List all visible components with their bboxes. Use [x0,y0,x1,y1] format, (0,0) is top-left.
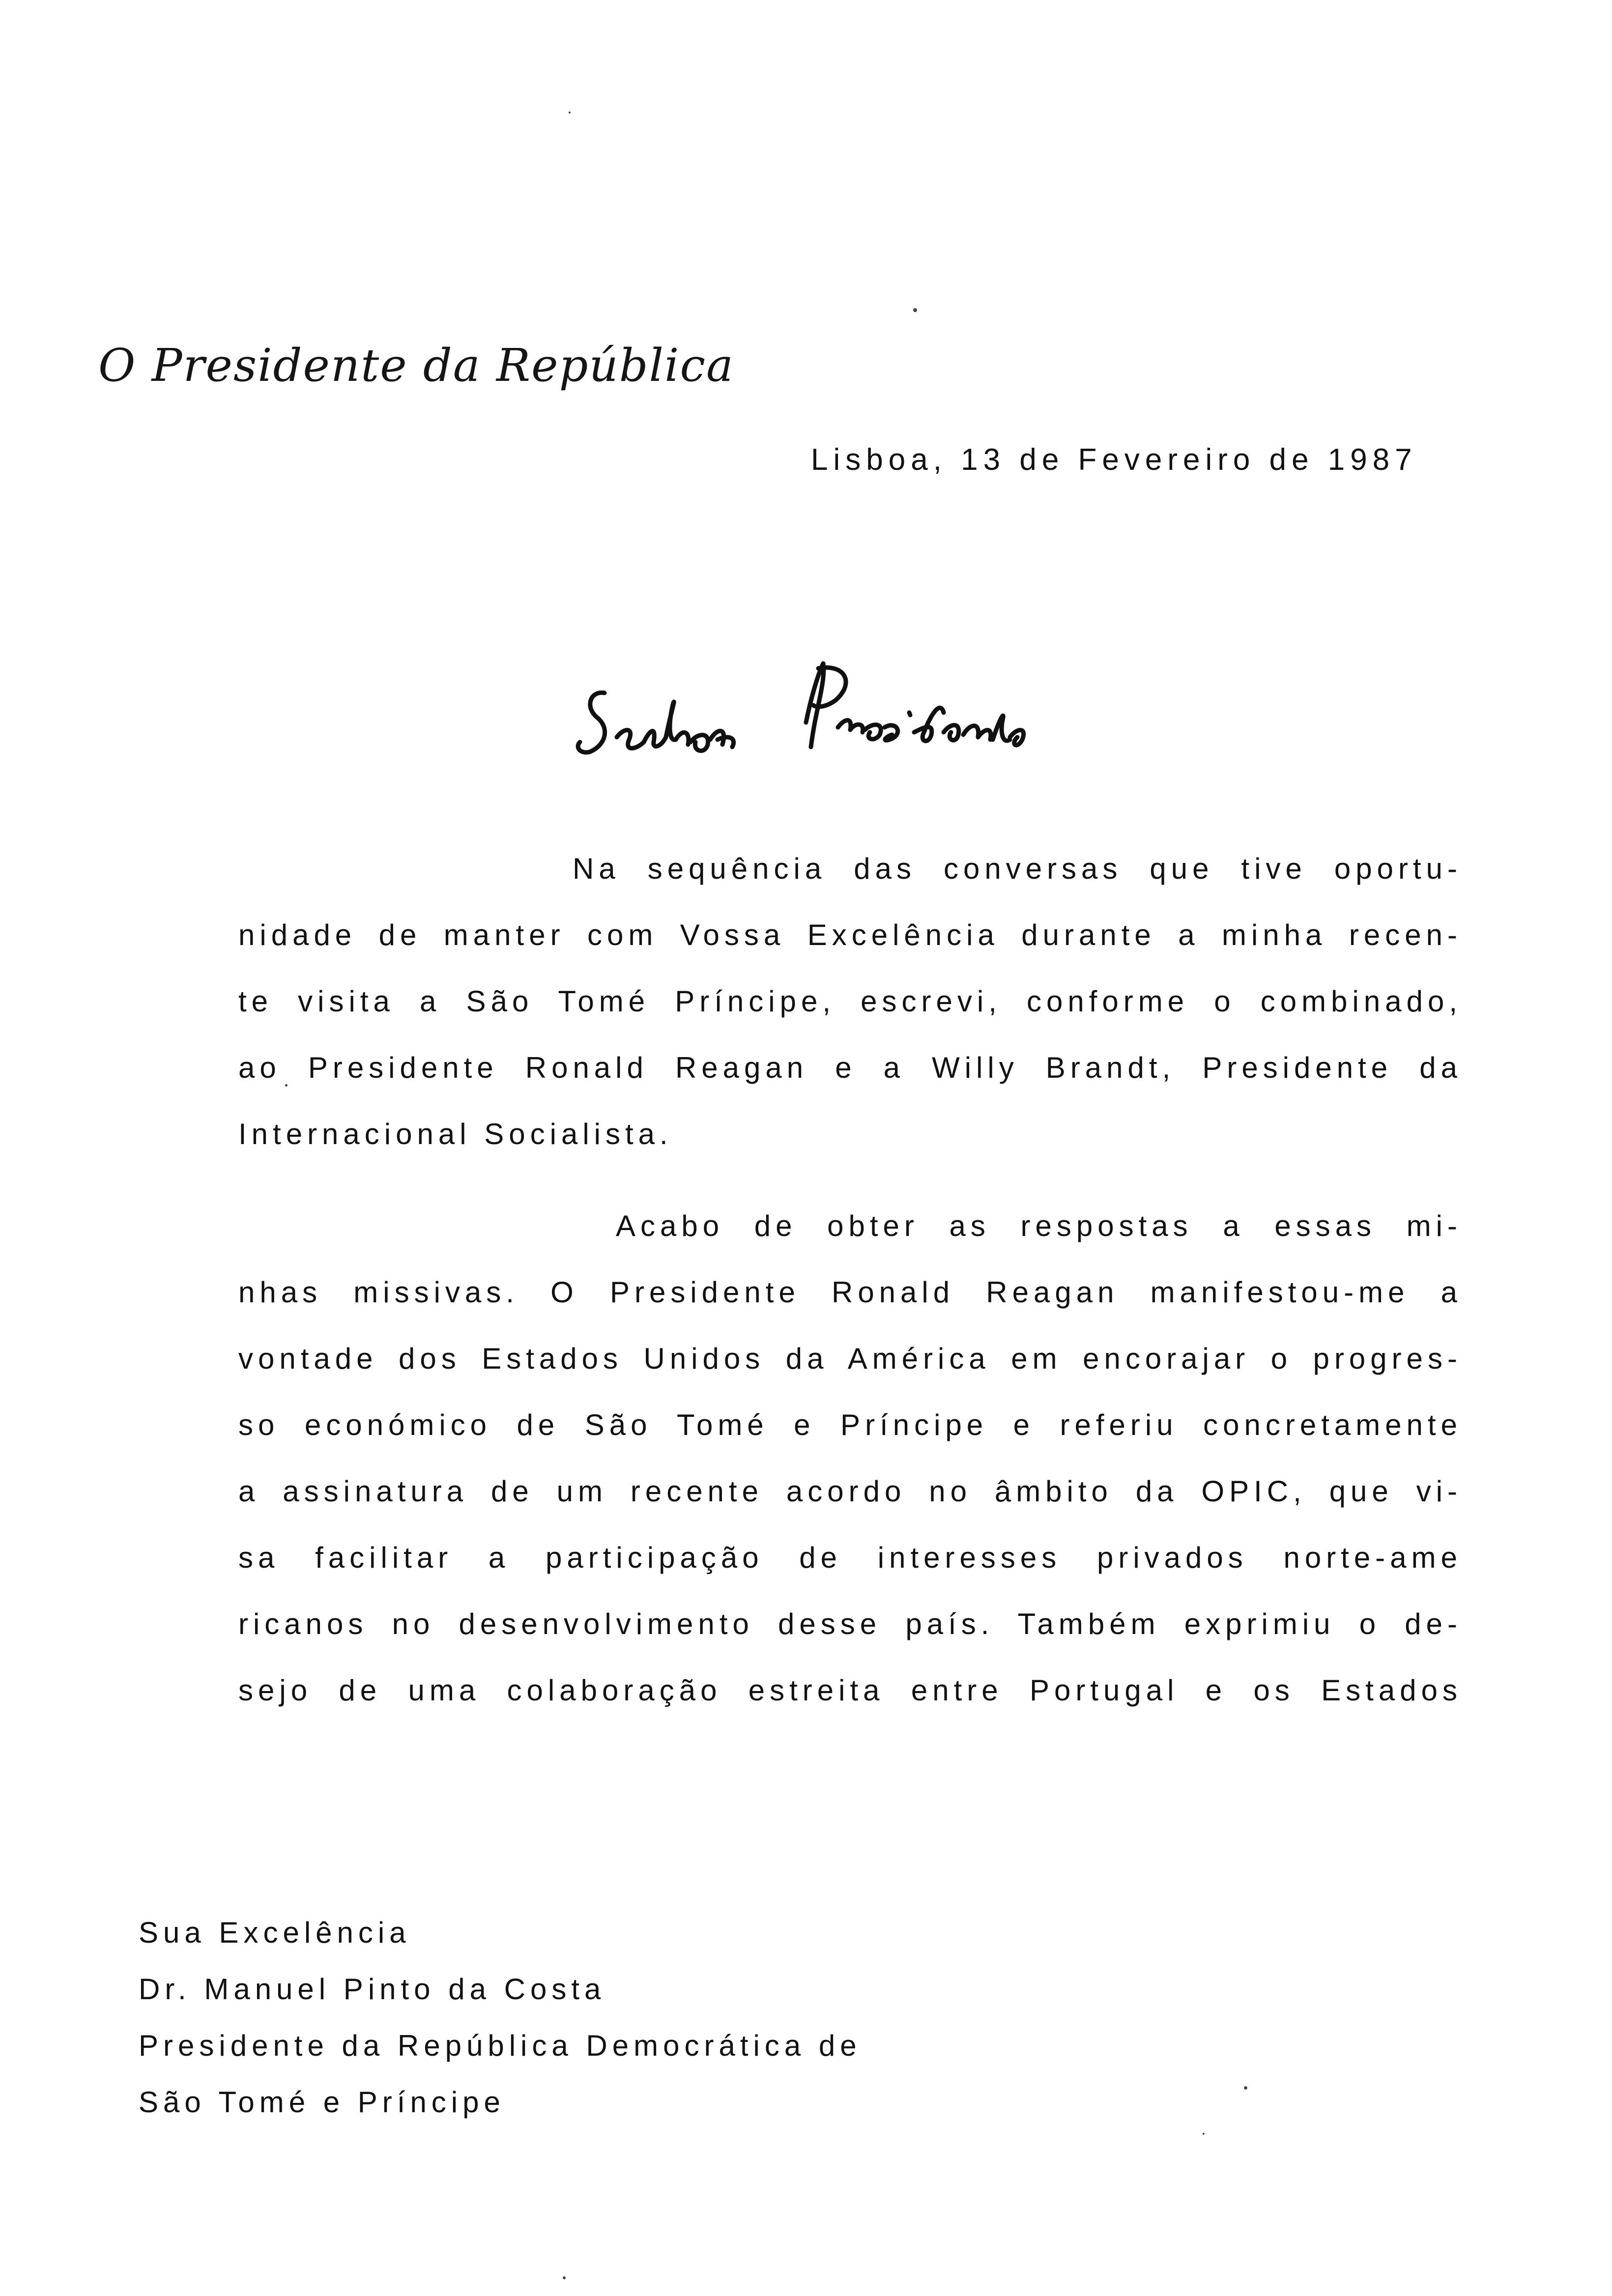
recipient-line: São Tomé e Príncipe [139,2086,505,2119]
paragraph-2-line: sejo de uma colaboração estreita entre Portugal e os Estados [238,1674,1462,1707]
paragraph-2-line: sa facilitar a participação de interesses privados norte-ame [238,1541,1462,1574]
scan-speck [1244,2086,1247,2090]
letterhead: O Presidente da República [98,339,734,392]
recipient-line: Dr. Manuel Pinto da Costa [139,1973,606,2006]
scan-speck [285,1084,288,1087]
paragraph-1-line: nidade de manter com Vossa Excelência durante a minha recen- [238,918,1462,951]
paragraph-1-line: te visita a São Tomé Príncipe, escrevi, conforme o combinado, [238,985,1462,1018]
paragraph-2-line: so económico de São Tomé e Príncipe e referiu concretamente [238,1408,1462,1441]
handwritten-salutation [570,654,1042,781]
scan-speck [913,308,917,312]
recipient-line: Sua Excelência [139,1916,411,1949]
paragraph-2 [238,1193,1462,1723]
paragraph-1-line: Internacional Socialista. [238,1118,673,1150]
scan-speck [563,2276,566,2279]
paragraph-2-line: Acabo de obter as respostas a essas mi- [616,1209,1462,1242]
scan-speck [569,112,571,114]
paragraph-2-line: nhas missivas. O Presidente Ronald Reagan manifestou-me a [238,1276,1462,1309]
paragraph-1 [238,835,1462,1167]
paragraph-2-line: vontade dos Estados Unidos da América em encorajar o progres- [238,1342,1462,1375]
recipient-address [139,1904,862,2130]
scan-speck [1203,2133,1205,2135]
salutation-handwriting [570,654,1042,781]
paragraph-2-line: ricanos no desenvolvimento desse país. Também exprimiu o de- [238,1607,1462,1640]
paragraph-2-line: a assinatura de um recente acordo no âmbito da OPIC, que vi- [238,1475,1462,1508]
recipient-line: Presidente da República Democrática de [139,2029,862,2062]
paragraph-1-line: ao Presidente Ronald Reagan e a Willy Brandt, Presidente da [238,1051,1462,1084]
paragraph-1-line: Na sequência das conversas que tive oportu- [573,852,1462,885]
letter-date: Lisboa, 13 de Fevereiro de 1987 [811,443,1417,477]
